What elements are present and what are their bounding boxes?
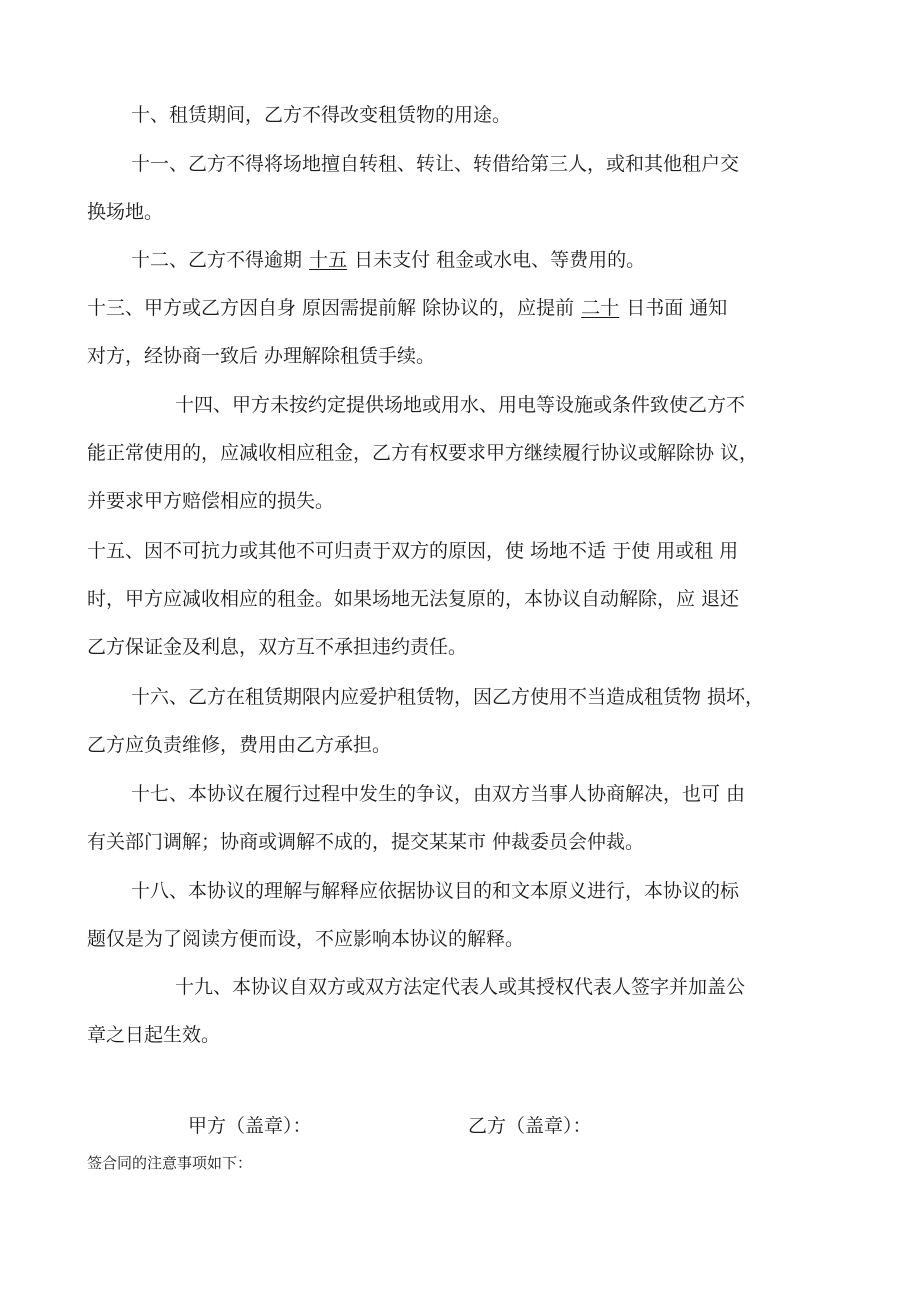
clause-16-line-1: 十六、乙方在租赁期限内应爱护租赁物，因乙方使用不当造成租赁物 损坏， [131,686,765,708]
clause-12-line-1 [131,248,645,272]
clause-10-line-1: 十、租赁期间，乙方不得改变租赁物的用途。 [131,104,512,126]
clause-12-text-b: 日未支付 租金或水电、等费用的。 [354,249,646,271]
clause-19-line-1: 十九、本协议自双方或双方法定代表人或其授权代表人签字并加盖公 [175,976,746,998]
clause-16-line-2: 乙方应负责维修，费用由乙方承担。 [87,734,392,756]
clause-18-line-1: 十八、本协议的理解与解释应依据协议目的和文本原义进行，本协议的标 [131,880,740,902]
clause-13-text-b: 日书面 通知 [626,297,728,319]
clause-11-line-1: 十一、乙方不得将场地擅自转租、转让、转借给第三人，或和其他租户交 [131,153,740,175]
footer-note: 签合同的注意事项如下： [87,1154,253,1172]
clause-17-line-1: 十七、本协议在履行过程中发生的争议，由双方当事人协商解决，也可 由 [131,783,746,805]
clause-14-line-3: 并要求甲方赔偿相应的损失。 [87,490,335,512]
clause-14-line-2: 能正常使用的，应减收相应租金，乙方有权要求甲方继续履行协议或解除协 议， [87,442,759,464]
clause-14-line-1: 十四、甲方未按约定提供场地或用水、用电等设施或条件致使乙方不 [175,394,746,416]
clause-18-line-2: 题仅是为了阅读方便而设，不应影响本协议的解释。 [87,928,525,950]
party-b-seal-label: 乙方（盖章）： [468,1115,592,1137]
clause-13-line-2: 对方，经协商一致后 办理解除租赁手续。 [87,345,436,367]
clause-15-line-2: 时，甲方应减收相应的租金。如果场地无法复原的，本协议自动解除，应 退还 [87,588,740,610]
clause-17-line-2: 有关部门调解；协商或调解不成的，提交某某市 仲裁委员会仲裁。 [87,831,645,853]
clause-12-text-a: 十二、乙方不得逾期 [131,249,303,271]
clause-15-line-3: 乙方保证金及利息，双方互不承担违约责任。 [87,636,468,658]
clause-11-line-2: 换场地。 [87,201,164,223]
clause-15-line-1: 十五、因不可抗力或其他不可归责于双方的原因，使 场地不适 于使 用或租 用 [87,540,739,562]
clause-13-line-1 [87,296,727,320]
party-a-seal-label: 甲方（盖章）： [188,1115,312,1137]
clause-13-text-a: 十三、甲方或乙方因自身 原因需提前解 除协议的，应提前 [87,297,575,319]
clause-19-line-2: 章之日起生效。 [87,1024,221,1046]
clause-12-days: 十五 [309,249,348,271]
clause-13-days: 二十 [581,297,620,319]
